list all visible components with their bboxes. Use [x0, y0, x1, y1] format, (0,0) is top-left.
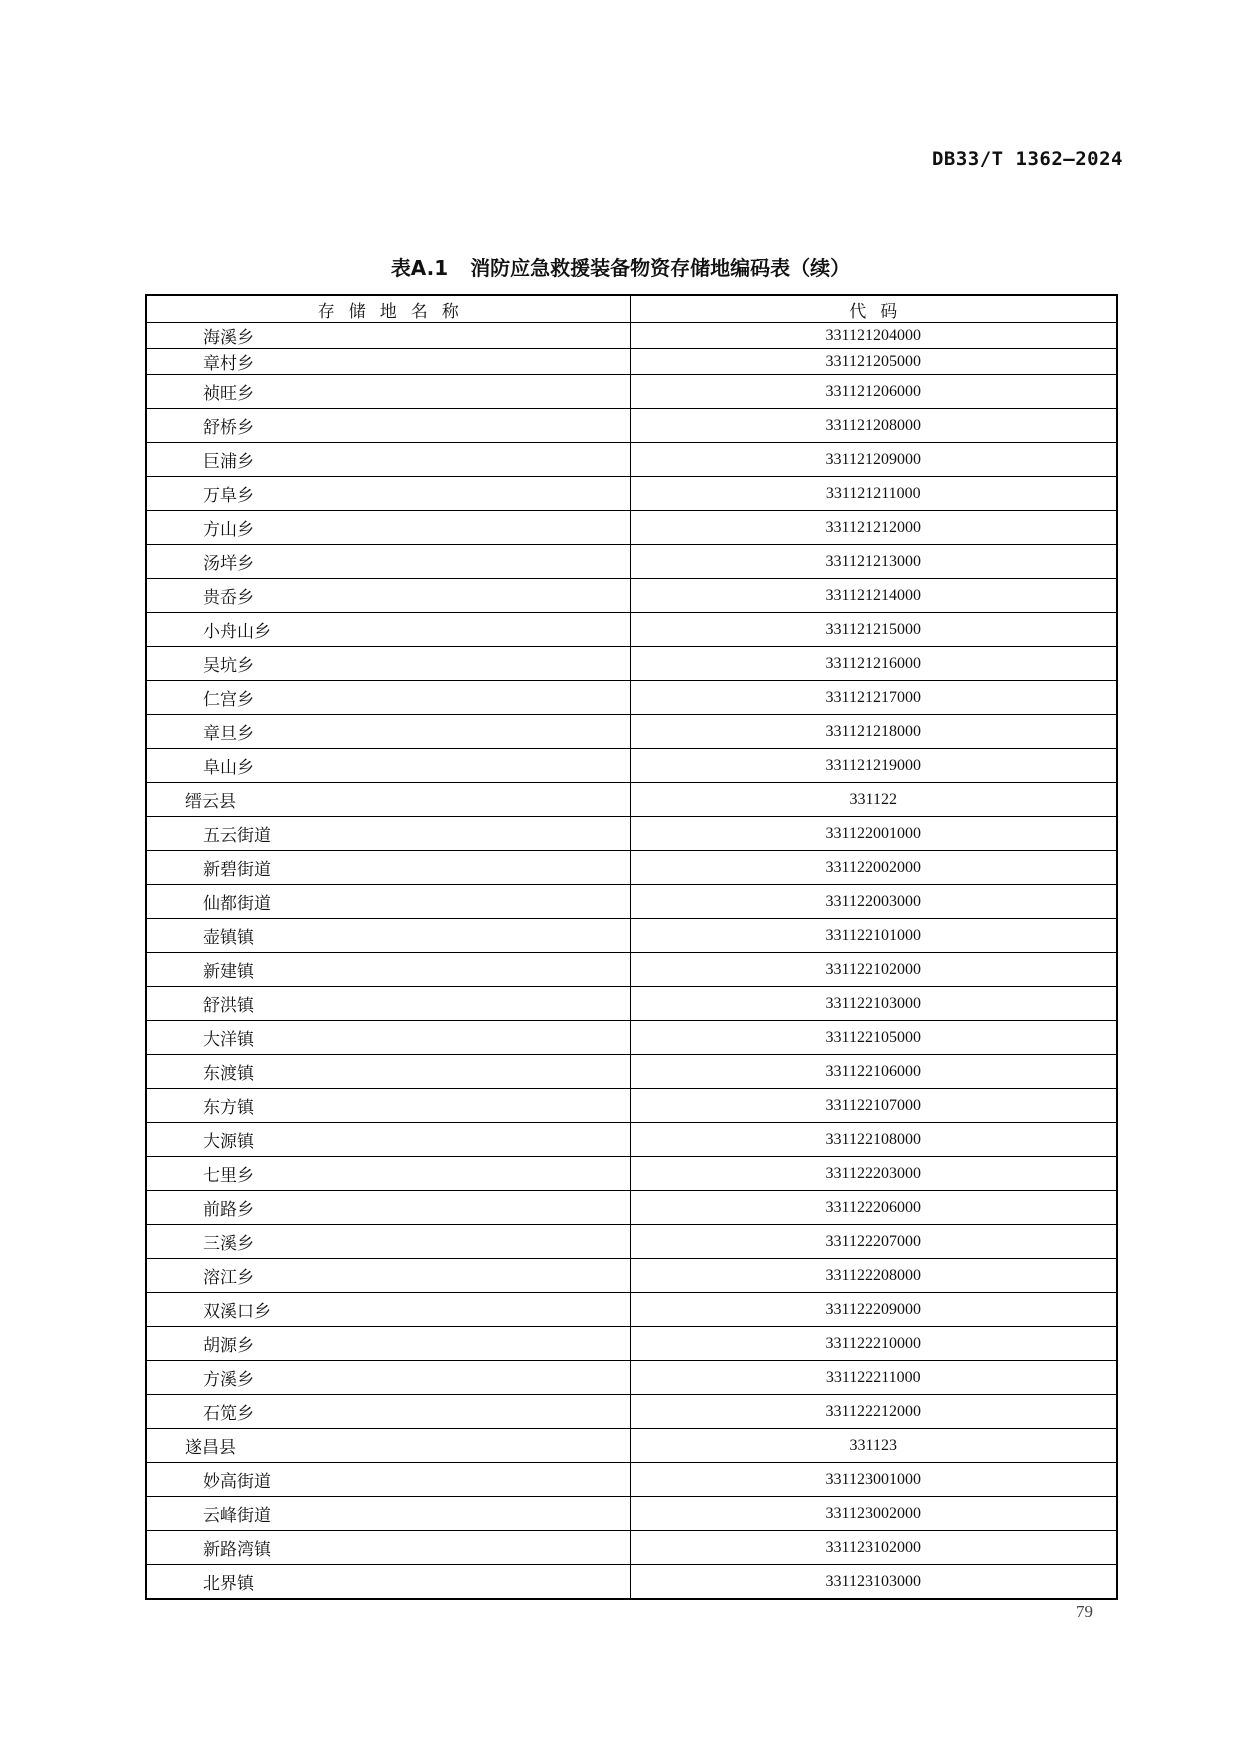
table-row — [146, 1259, 1117, 1293]
location-name-cell: 海溪乡 — [146, 323, 630, 349]
location-code-cell: 331121209000 — [630, 443, 1117, 477]
location-name-cell: 舒洪镇 — [146, 987, 630, 1021]
location-code-cell: 331123103000 — [630, 1565, 1117, 1600]
table-row — [146, 323, 1117, 349]
location-code-cell: 331122101000 — [630, 919, 1117, 953]
table-row — [146, 1463, 1117, 1497]
table-row — [146, 1055, 1117, 1089]
location-code-cell: 331122207000 — [630, 1225, 1117, 1259]
location-name-cell: 新碧街道 — [146, 851, 630, 885]
page-number: 79 — [1076, 1602, 1093, 1621]
table-row — [146, 1157, 1117, 1191]
location-code-cell: 331121211000 — [630, 477, 1117, 511]
table-row — [146, 1327, 1117, 1361]
location-name-cell: 仙都街道 — [146, 885, 630, 919]
location-code-cell: 331122 — [630, 783, 1117, 817]
location-name-cell: 贵岙乡 — [146, 579, 630, 613]
table-row — [146, 817, 1117, 851]
location-name-cell: 前路乡 — [146, 1191, 630, 1225]
table-row — [146, 885, 1117, 919]
location-code-cell: 331122106000 — [630, 1055, 1117, 1089]
location-code-cell: 331122107000 — [630, 1089, 1117, 1123]
location-name-cell: 新路湾镇 — [146, 1531, 630, 1565]
table-row — [146, 919, 1117, 953]
location-code-cell: 331121219000 — [630, 749, 1117, 783]
location-code-cell: 331121213000 — [630, 545, 1117, 579]
location-name-cell: 祯旺乡 — [146, 375, 630, 409]
location-code-cell: 331123 — [630, 1429, 1117, 1463]
location-name-cell: 大源镇 — [146, 1123, 630, 1157]
location-code-cell: 331123102000 — [630, 1531, 1117, 1565]
location-code-cell: 331121217000 — [630, 681, 1117, 715]
location-name-cell: 方溪乡 — [146, 1361, 630, 1395]
table-row — [146, 1565, 1117, 1600]
standard-number: DB33/T 1362—2024 — [931, 148, 1123, 170]
table-row — [146, 715, 1117, 749]
location-code-cell: 331121215000 — [630, 613, 1117, 647]
location-name-cell: 万阜乡 — [146, 477, 630, 511]
location-code-cell: 331122206000 — [630, 1191, 1117, 1225]
location-name-cell: 方山乡 — [146, 511, 630, 545]
location-name-cell: 壶镇镇 — [146, 919, 630, 953]
location-code-cell: 331122209000 — [630, 1293, 1117, 1327]
location-name-cell: 七里乡 — [146, 1157, 630, 1191]
column-header-code: 代码 — [630, 295, 1117, 323]
location-name-cell: 吴坑乡 — [146, 647, 630, 681]
location-name-cell: 缙云县 — [146, 783, 630, 817]
location-name-cell: 胡源乡 — [146, 1327, 630, 1361]
table-row — [146, 1497, 1117, 1531]
table-row — [146, 375, 1117, 409]
location-name-cell: 汤垟乡 — [146, 545, 630, 579]
location-name-cell: 阜山乡 — [146, 749, 630, 783]
table-row — [146, 545, 1117, 579]
table-row — [146, 1361, 1117, 1395]
location-name-cell: 溶江乡 — [146, 1259, 630, 1293]
location-code-cell: 331122212000 — [630, 1395, 1117, 1429]
table-row — [146, 579, 1117, 613]
table-row — [146, 443, 1117, 477]
location-code-cell: 331122103000 — [630, 987, 1117, 1021]
location-code-cell: 331121208000 — [630, 409, 1117, 443]
table-row — [146, 749, 1117, 783]
location-code-cell: 331122003000 — [630, 885, 1117, 919]
table-row — [146, 851, 1117, 885]
location-code-cell: 331121212000 — [630, 511, 1117, 545]
table-header-row — [146, 295, 1117, 323]
location-code-cell: 331122208000 — [630, 1259, 1117, 1293]
table-row — [146, 987, 1117, 1021]
table-caption — [0, 252, 1241, 281]
location-name-cell: 章旦乡 — [146, 715, 630, 749]
location-name-cell: 仁宫乡 — [146, 681, 630, 715]
location-name-cell: 云峰街道 — [146, 1497, 630, 1531]
location-name-cell: 北界镇 — [146, 1565, 630, 1600]
table-row — [146, 1293, 1117, 1327]
table-row — [146, 1123, 1117, 1157]
table-body — [146, 323, 1117, 1600]
location-code-cell: 331122203000 — [630, 1157, 1117, 1191]
location-name-cell: 小舟山乡 — [146, 613, 630, 647]
table-row — [146, 349, 1117, 375]
table-caption-label: 表A.1 — [390, 256, 449, 280]
location-code-cell: 331122108000 — [630, 1123, 1117, 1157]
table-row — [146, 1191, 1117, 1225]
location-name-cell: 东渡镇 — [146, 1055, 630, 1089]
location-name-cell: 巨浦乡 — [146, 443, 630, 477]
table-caption-title: 消防应急救援装备物资存储地编码表（续） — [470, 256, 851, 280]
table-row — [146, 1089, 1117, 1123]
table-row — [146, 1429, 1117, 1463]
location-name-cell: 新建镇 — [146, 953, 630, 987]
location-name-cell: 章村乡 — [146, 349, 630, 375]
table-row — [146, 477, 1117, 511]
location-code-cell: 331122105000 — [630, 1021, 1117, 1055]
location-code-cell: 331122210000 — [630, 1327, 1117, 1361]
storage-code-table — [145, 294, 1118, 1600]
location-code-cell: 331121204000 — [630, 323, 1117, 349]
location-code-cell: 331123001000 — [630, 1463, 1117, 1497]
table-row — [146, 409, 1117, 443]
table-row — [146, 511, 1117, 545]
location-code-cell: 331122001000 — [630, 817, 1117, 851]
table-row — [146, 1531, 1117, 1565]
location-code-cell: 331122211000 — [630, 1361, 1117, 1395]
location-name-cell: 五云街道 — [146, 817, 630, 851]
location-code-cell: 331121218000 — [630, 715, 1117, 749]
location-code-cell: 331121216000 — [630, 647, 1117, 681]
location-name-cell: 大洋镇 — [146, 1021, 630, 1055]
location-name-cell: 石笕乡 — [146, 1395, 630, 1429]
location-code-cell: 331121206000 — [630, 375, 1117, 409]
location-code-cell: 331122002000 — [630, 851, 1117, 885]
table-row — [146, 681, 1117, 715]
location-name-cell: 舒桥乡 — [146, 409, 630, 443]
table-row — [146, 1225, 1117, 1259]
table-row — [146, 1021, 1117, 1055]
location-code-cell: 331123002000 — [630, 1497, 1117, 1531]
location-name-cell: 妙高街道 — [146, 1463, 630, 1497]
table-row — [146, 647, 1117, 681]
location-code-cell: 331121214000 — [630, 579, 1117, 613]
column-header-name: 存储地名称 — [146, 295, 630, 323]
table-row — [146, 953, 1117, 987]
table-row — [146, 783, 1117, 817]
location-name-cell: 遂昌县 — [146, 1429, 630, 1463]
location-code-cell: 331122102000 — [630, 953, 1117, 987]
location-name-cell: 双溪口乡 — [146, 1293, 630, 1327]
location-code-cell: 331121205000 — [630, 349, 1117, 375]
table-row — [146, 613, 1117, 647]
location-name-cell: 东方镇 — [146, 1089, 630, 1123]
location-name-cell: 三溪乡 — [146, 1225, 630, 1259]
table-row — [146, 1395, 1117, 1429]
